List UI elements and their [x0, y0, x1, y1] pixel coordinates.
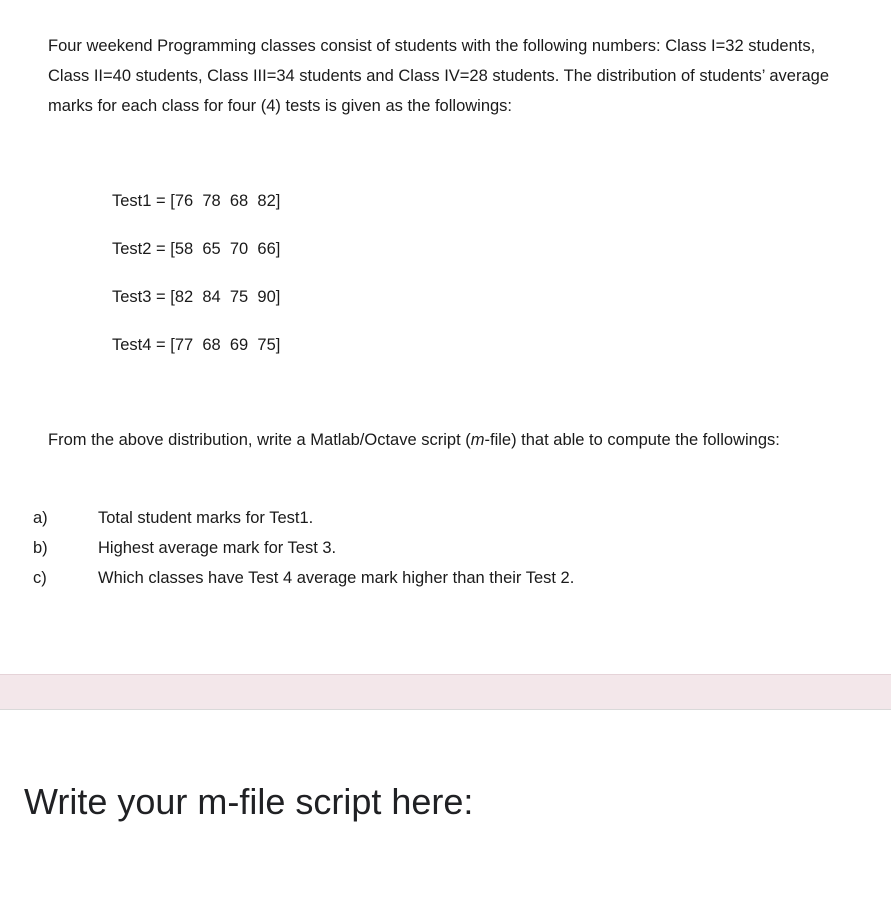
- task-items-list: [33, 503, 574, 593]
- question-task: [48, 425, 858, 455]
- section-divider: [0, 674, 891, 710]
- task-item-marker: a): [33, 509, 48, 527]
- test3-marks: Test3 = [82 84 75 90]: [112, 288, 281, 306]
- task-item-marker: b): [33, 539, 48, 557]
- task-item-text: Which classes have Test 4 average mark higher than their Test 2.: [98, 569, 575, 587]
- test1-marks: Test1 = [76 78 68 82]: [112, 192, 281, 210]
- task-text-after: -file) that able to compute the followings:: [484, 431, 780, 449]
- task-item-text: Highest average mark for Test 3.: [98, 539, 337, 557]
- task-item-marker: c): [33, 569, 47, 587]
- test4-marks: Test4 = [77 68 69 75]: [112, 336, 281, 354]
- task-m-letter: m: [470, 431, 485, 449]
- test2-marks: Test2 = [58 65 70 66]: [112, 240, 281, 258]
- test-marks-list: [112, 187, 280, 379]
- task-item-text: Total student marks for Test1.: [98, 509, 314, 527]
- answer-prompt: Write your m-file script here:: [24, 781, 474, 822]
- task-item-b: [33, 533, 574, 563]
- question-intro: Four weekend Programming classes consist of students with the following numbers: Class I=32 students, Class II=40 students, Class III=34 students and Class IV=28 students. The distribution of students’ average marks for each class for four (4) tests is given as the followings:: [48, 37, 829, 115]
- task-text-before: From the above distribution, write a Matlab/Octave script (: [48, 431, 471, 449]
- task-item-c: [33, 563, 574, 593]
- task-item-a: [33, 503, 574, 533]
